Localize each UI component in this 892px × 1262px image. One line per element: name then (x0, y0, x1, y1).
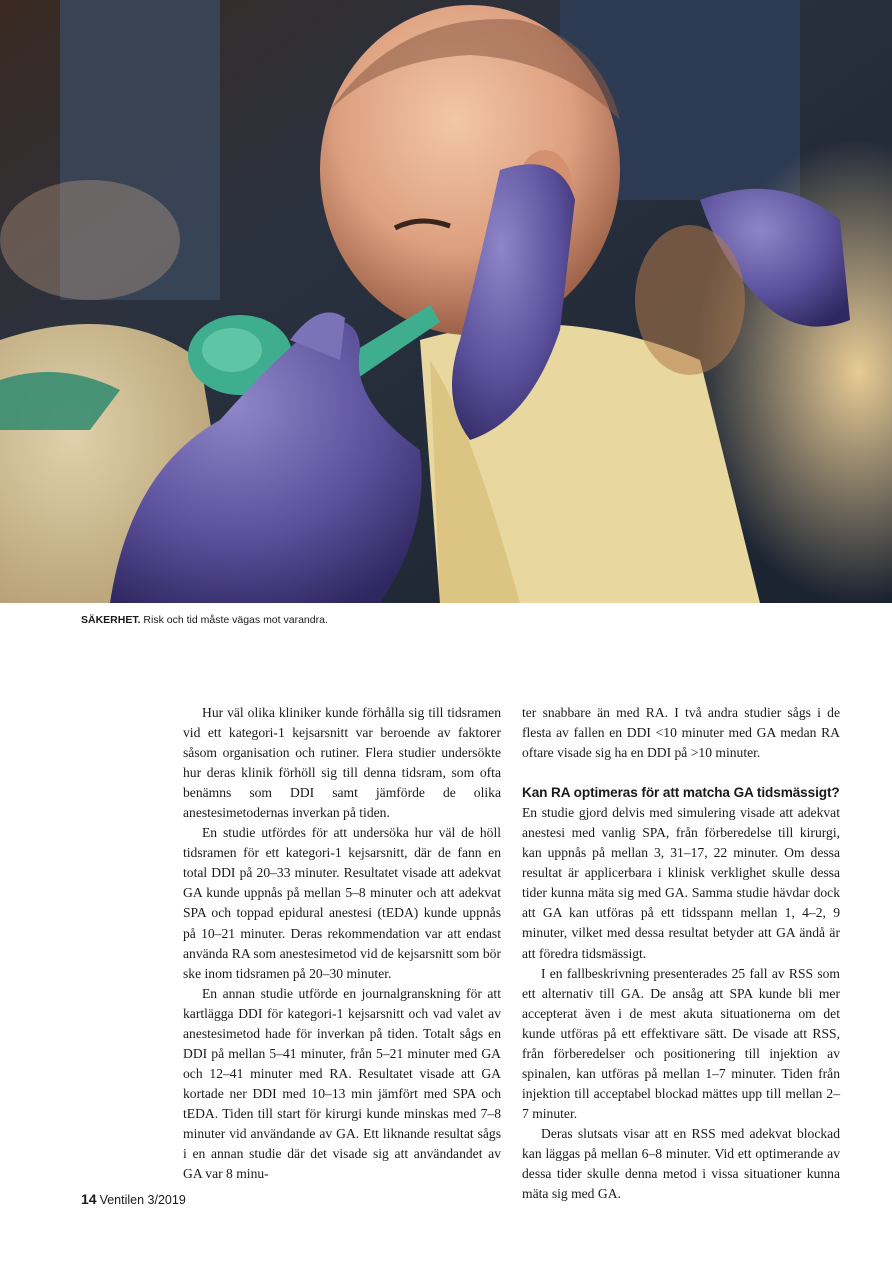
publication-name: Ventilen 3/2019 (99, 1193, 186, 1207)
section-heading: Kan RA optimeras för att matcha GA tidsmässigt? (522, 785, 840, 801)
paragraph: Deras slutsats visar att en RSS med adekvat blockad kan läggas på mellan 6–8 minuter. Vid ett optimerande av dessa tider skulle denna metod i vissa situationer kunna mäta sig med GA. (522, 1125, 840, 1202)
page-footer (81, 1191, 186, 1207)
paragraph-continuation: ter snabbare än med RA. I två andra studier sågs i de flesta av fallen en DDI <10 minuter med GA medan RA oftare visade sig ha en DDI på >10 minuter. (522, 705, 840, 761)
paragraph: En studie utfördes för att undersöka hur väl de höll tidsramen för ett kategori-1 kejsarsnitt, där de fann en total DDI på 20–33 minuter. Resultatet visade att adekvat GA kunde uppnås på mellan 5–8 minuter och att adekvat SPA och toppad epidural anestesi (tEDA) kunde uppnås på 10–21 minuter. Deras rekommendation var att endast använda RA som anestesimetod vid de kejsarsnitt som bör ske inom tidsramen på 20–30 minuter. (183, 825, 501, 981)
caption-label: SÄKERHET. (81, 614, 141, 626)
paragraph: En studie gjord delvis med simulering visade att adekvat anestesi med vanlig SPA, från förberedelse till kirurgi, kan uppnås på mellan 3, 31–17, 22 minuter. Om dessa resultat är applicerbara i klinisk verklighet skulle dessa tider kunna mäta sig med GA. Samma studie hävdar dock att GA kan utföras på ett tidsspann mellan 1, 4–2, 9 minuter, vilket med dessa resultat betyder att GA ändå är att föredra tidsmässigt. (522, 805, 840, 961)
caption-text: Risk och tid måste vägas mot varandra. (140, 614, 328, 626)
article-right-column (522, 703, 840, 1204)
paragraph: Hur väl olika kliniker kunde förhålla sig till tidsramen vid ett kategori-1 kejsarsnitt var beroende av faktorer såsom organisation och rutiner. Flera studier undersökte hur deras klinik förhöll sig till denna tidsram, som ofta benämns som DDI samt jämförde de olika anestesimetodernas inverkan på tiden. (183, 705, 501, 821)
page-number: 14 (81, 1191, 97, 1207)
photo-caption (81, 614, 328, 626)
newborn-baby-photo (0, 0, 892, 603)
hero-photo (0, 0, 892, 603)
paragraph: I en fallbeskrivning presenterades 25 fall av RSS som ett alternativ till GA. De ansåg att SPA kunde bli mer accepterat även i de mest akuta situationerna om det kunde utföras på ett effektivare sätt. De visade att RSS, från förberedelser och positionering till injektion av spinalen, kan utföras på mellan 1–7 minuter. Tiden från injektion till acceptabel blockad mättes upp till mellan 2–7 minuter. (522, 965, 840, 1121)
paragraph: En annan studie utförde en journalgranskning för att kartlägga DDI för kategori-1 kejsarsnitt och vad valet av anestesimetod hade för inverkan på tiden. Totalt sågs en DDI på mellan 5–41 minuter, från 5–21 minuter med GA och 12–41 minuter med RA. Resultatet visade att GA kortade ner DDI med 10–13 min jämfört med SPA och tEDA. Tiden till start för kirurgi kunde minskas med 7–8 minuter vid användande av GA. Ett liknande resultat sågs i en annan studie där det visade sig att användandet av GA var 8 minu- (183, 985, 501, 1182)
article-left-column (183, 703, 501, 1184)
